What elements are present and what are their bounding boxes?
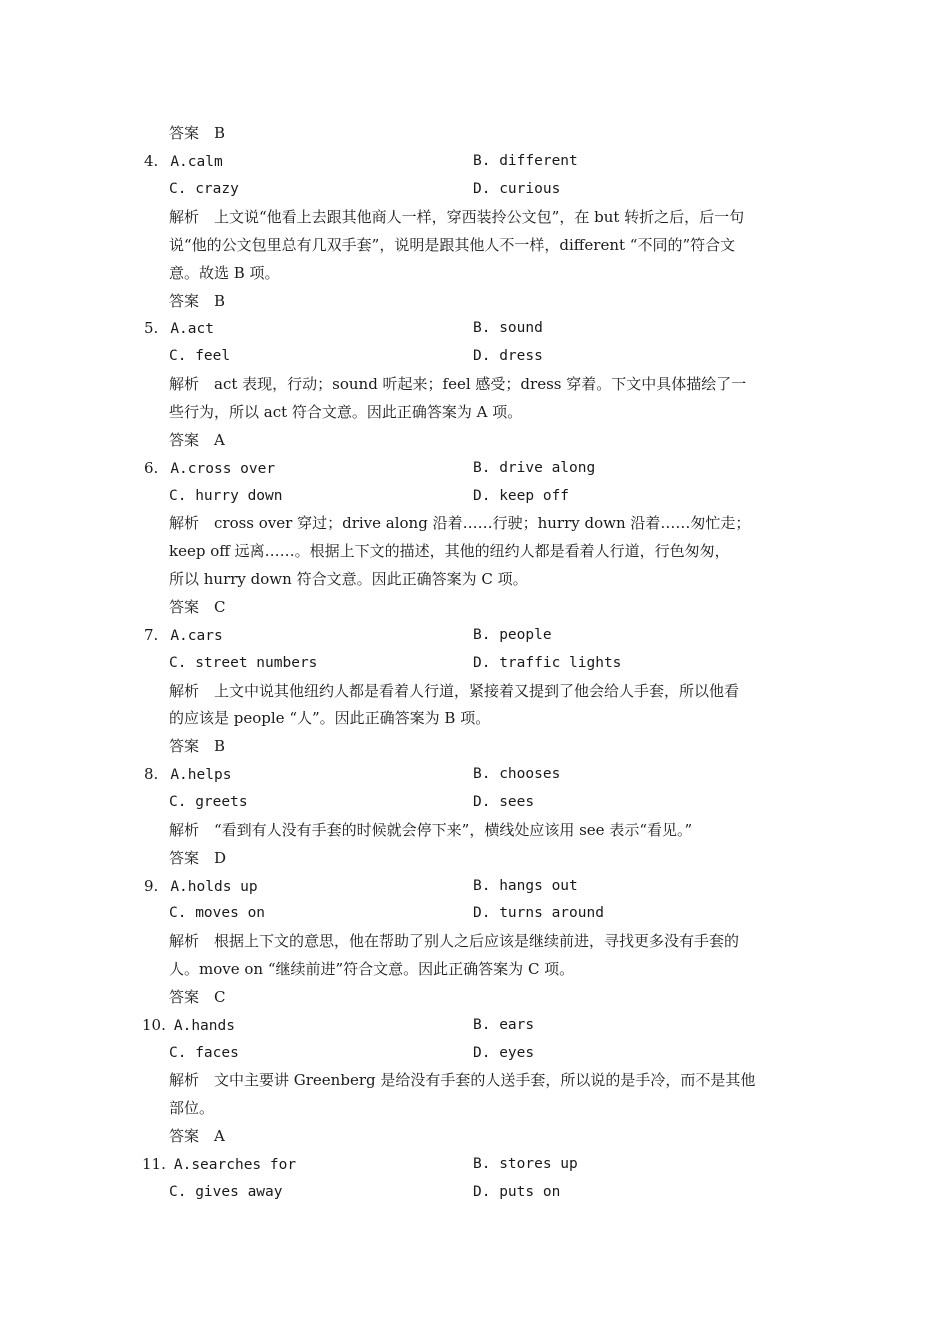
answer-line: 答案 D: [169, 849, 227, 867]
option-b: B. chooses: [473, 766, 561, 782]
analysis-line: 解析 上文中说其他纽约人都是看着人行道，紧接着又提到了他会给人手套，所以他看: [169, 682, 740, 700]
answer-line: 答案 A: [169, 431, 225, 449]
answer-line: 答案 B: [169, 737, 226, 755]
option-a: A.calm: [170, 154, 223, 170]
option-c: C. crazy: [169, 181, 239, 197]
analysis-line: 解析 “看到有人没有手套的时候就会停下来”，横线处应该用 see 表示“看见。”: [169, 821, 693, 839]
analysis-line: 的应该是 people “人”。因此正确答案为 B 项。: [169, 709, 491, 727]
option-a: A.act: [170, 321, 214, 337]
analysis-line: 些行为，所以 act 符合文意。因此正确答案为 A 项。: [169, 403, 523, 421]
option-d: D. curious: [473, 181, 561, 197]
option-d: D. keep off: [473, 488, 570, 504]
analysis-line: 所以 hurry down 符合文意。因此正确答案为 C 项。: [169, 570, 528, 588]
answer-line: 答案 A: [169, 1127, 225, 1145]
answer-line: 答案 C: [169, 598, 226, 616]
option-d: D. traffic lights: [473, 655, 622, 671]
option-d: D. turns around: [473, 905, 604, 921]
answer-line: 答案 B: [169, 292, 226, 310]
option-a: A.holds up: [170, 879, 258, 895]
question-4: [144, 151, 223, 171]
answer-line: 答案 C: [169, 988, 226, 1006]
option-a: A.hands: [173, 1018, 235, 1034]
question-number: 8.: [144, 765, 159, 783]
analysis-line: 意。故选 B 项。: [169, 264, 280, 282]
option-c: C. street numbers: [169, 655, 318, 671]
option-d: D. dress: [473, 348, 543, 364]
option-c: C. faces: [169, 1045, 239, 1061]
question-number: 11.: [142, 1155, 166, 1173]
answer-line: 答案 B: [169, 124, 226, 142]
option-a: A.cars: [170, 628, 223, 644]
question-5: [144, 318, 214, 338]
analysis-line: 解析 上文说“他看上去跟其他商人一样，穿西装拎公文包”，在 but 转折之后，后一句: [169, 208, 745, 226]
question-11: [142, 1154, 296, 1174]
question-number: 4.: [144, 152, 159, 170]
option-b: B. sound: [473, 320, 543, 336]
analysis-line: keep off 远离……。根据上下文的描述，其他的纽约人都是看着人行道，行色匆匆，: [169, 542, 730, 560]
option-c: C. gives away: [169, 1184, 283, 1200]
question-number: 10.: [142, 1016, 166, 1034]
option-d: D. eyes: [473, 1045, 535, 1061]
question-8: [144, 764, 231, 784]
option-b: B. different: [473, 153, 578, 169]
question-10: [142, 1015, 235, 1035]
analysis-line: 解析 cross over 穿过；drive along 沿着……行驶；hurry down 沿着……匆忙走；: [169, 514, 751, 532]
analysis-line: 解析 act 表现，行动；sound 听起来；feel 感受；dress 穿着。下文中具体描绘了一: [169, 375, 747, 393]
option-b: B. ears: [473, 1017, 535, 1033]
option-a: A.helps: [170, 767, 232, 783]
option-b: B. drive along: [473, 460, 596, 476]
question-number: 5.: [144, 319, 159, 337]
question-6: [144, 458, 275, 478]
question-number: 9.: [144, 877, 159, 895]
option-a: A.searches for: [173, 1157, 297, 1173]
option-a: A.cross over: [170, 461, 276, 477]
option-b: B. hangs out: [473, 878, 578, 894]
analysis-line: 解析 根据上下文的意思，他在帮助了别人之后应该是继续前进，寻找更多没有手套的: [169, 932, 740, 950]
option-c: C. hurry down: [169, 488, 283, 504]
option-c: C. greets: [169, 794, 248, 810]
question-9: [144, 876, 258, 896]
option-d: D. puts on: [473, 1184, 561, 1200]
analysis-line: 人。move on “继续前进”符合文意。因此正确答案为 C 项。: [169, 960, 575, 978]
analysis-line: 说“他的公文包里总有几双手套”，说明是跟其他人不一样，different “不同的”符合文: [169, 236, 736, 254]
option-c: C. moves on: [169, 905, 266, 921]
question-7: [144, 625, 223, 645]
option-d: D. sees: [473, 794, 535, 810]
option-c: C. feel: [169, 348, 231, 364]
analysis-line: 解析 文中主要讲 Greenberg 是给没有手套的人送手套，所以说的是手冷，而不是其他: [169, 1071, 756, 1089]
option-b: B. stores up: [473, 1156, 578, 1172]
question-number: 7.: [144, 626, 159, 644]
analysis-line: 部位。: [169, 1099, 215, 1117]
question-number: 6.: [144, 459, 159, 477]
option-b: B. people: [473, 627, 552, 643]
